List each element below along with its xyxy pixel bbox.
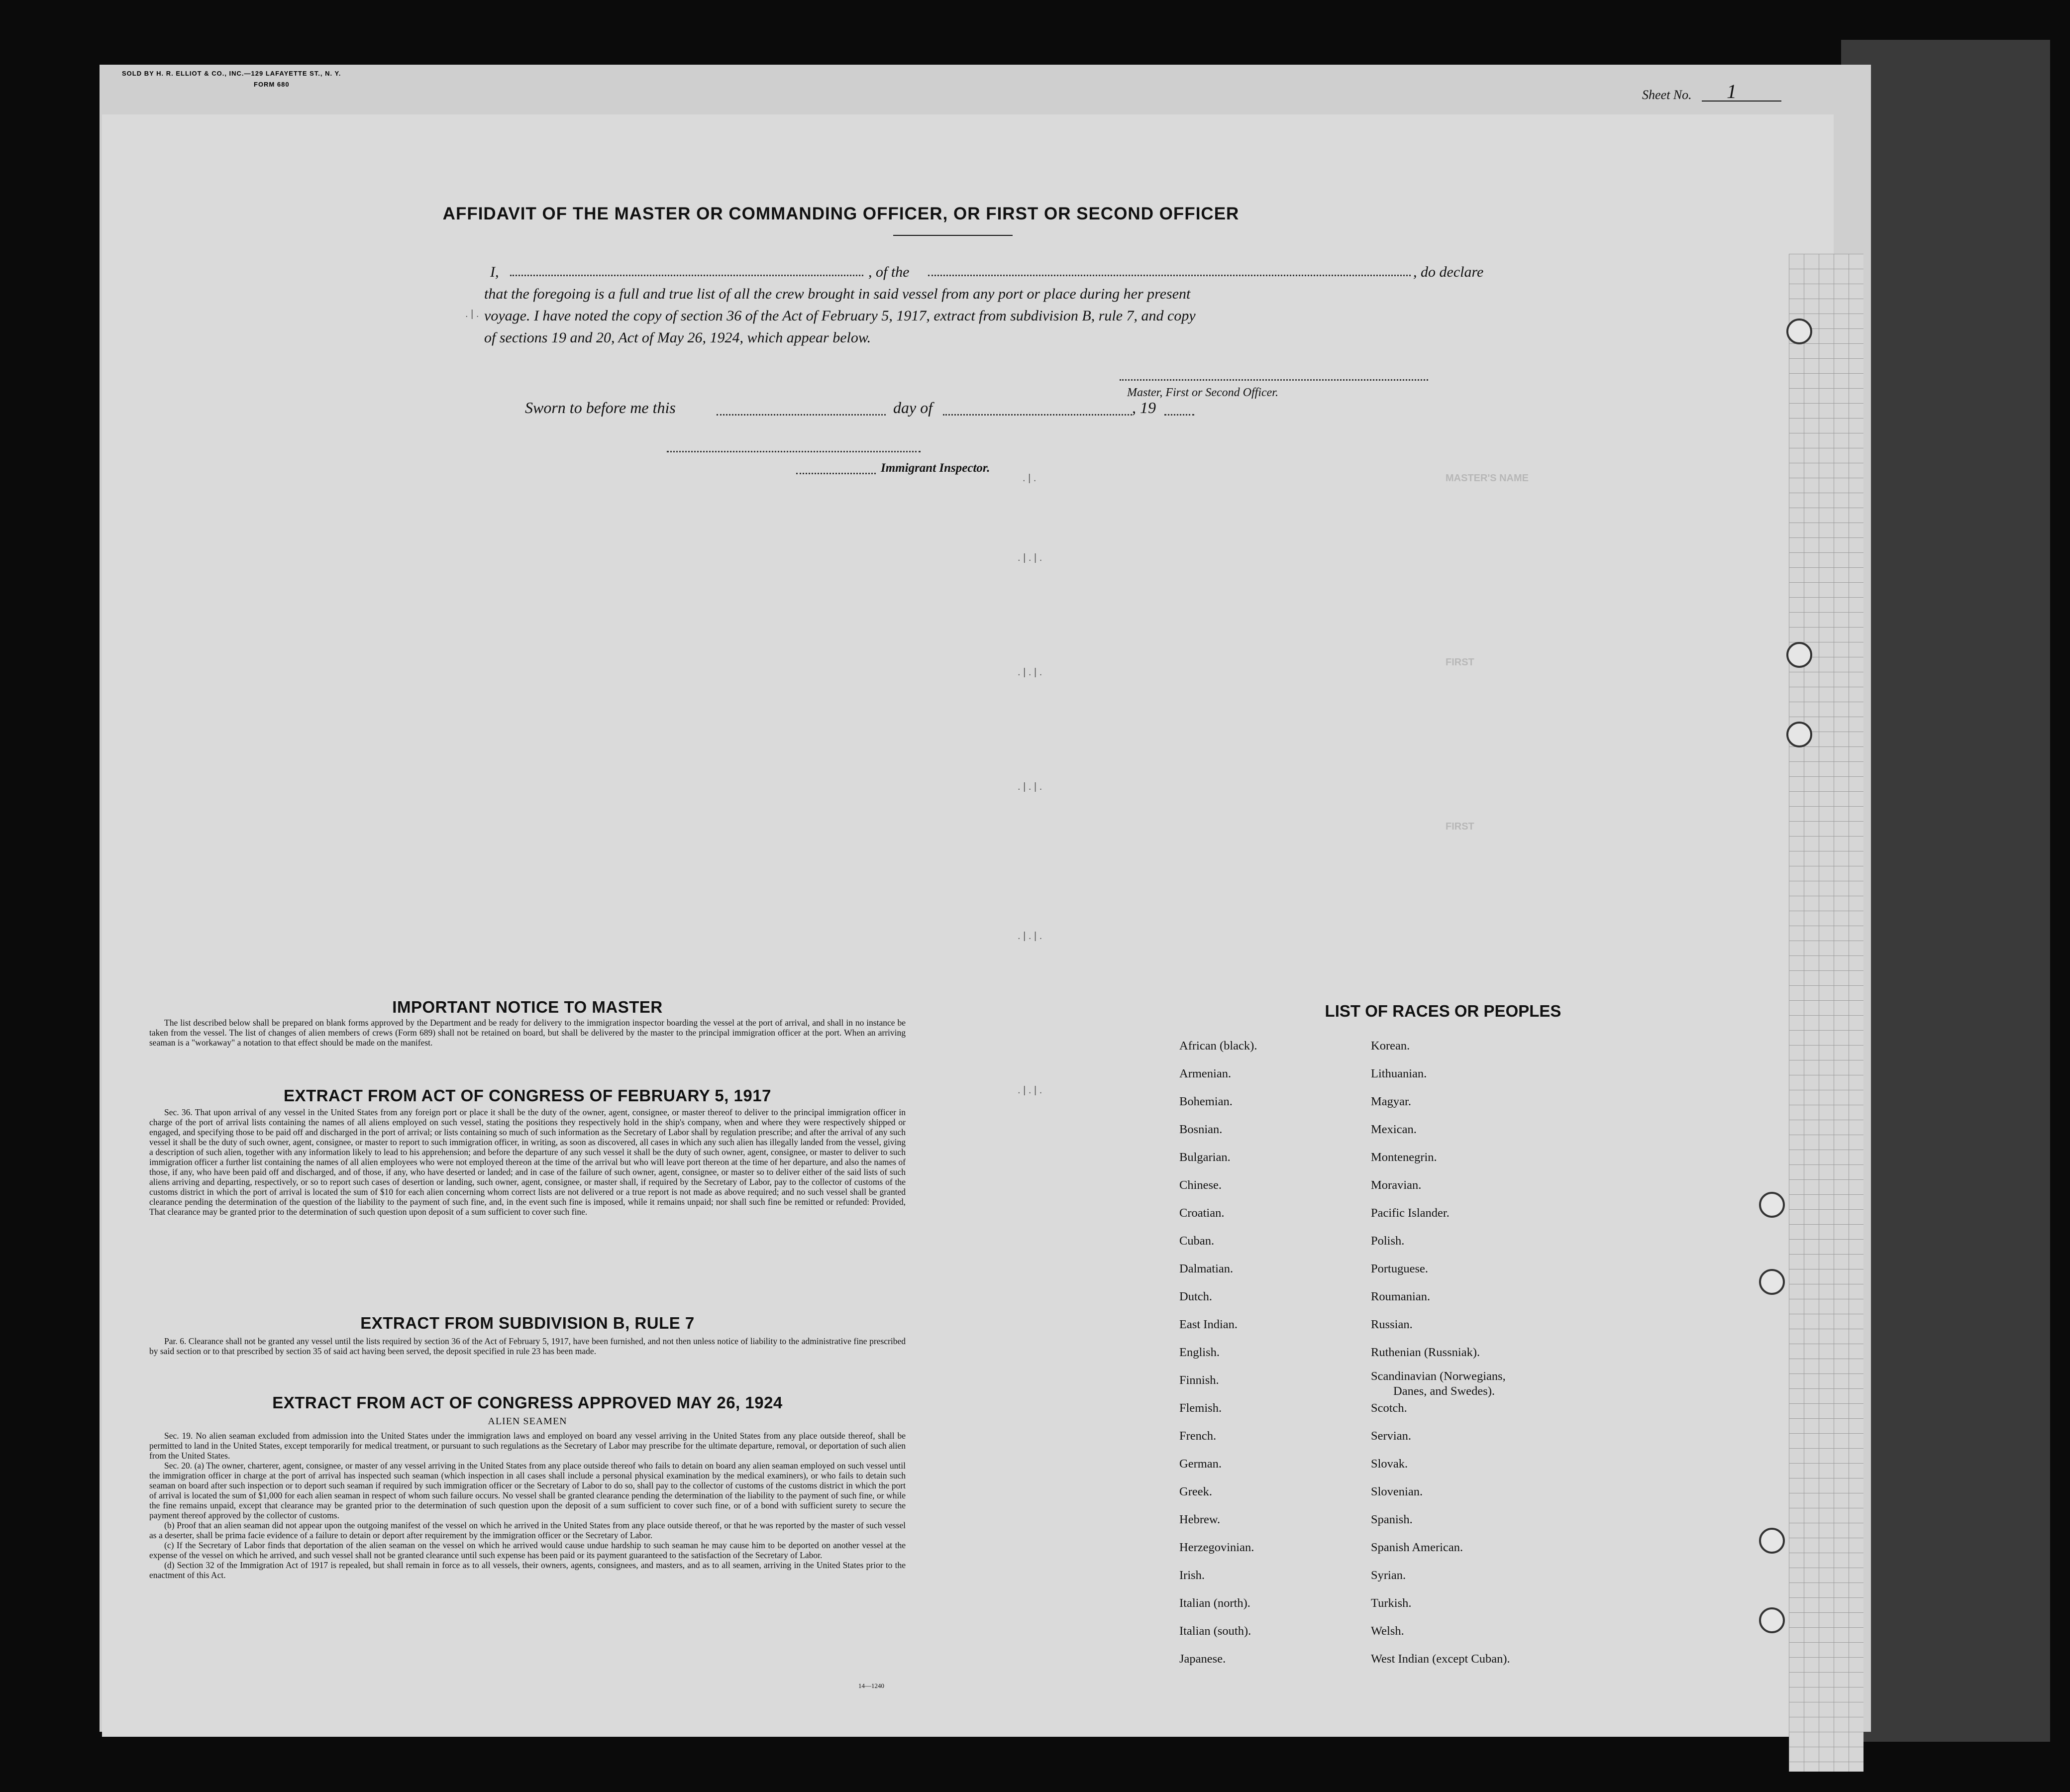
race-right-item: Slovak. bbox=[1371, 1457, 1408, 1471]
sec-20a-text: Sec. 20. (a) The owner, charterer, agent, consignee, or master of any vessel arriving in the United States from any place outside thereof who fails to detain on board any alien seaman employed on such vessel until the immigration officer in charge at the port of arrival has inspected such seaman (which inspection in all cases shall include a personal physical examination by the medical examiners), or who fails to detain such seaman on board after such inspection or to deport such seaman if required by such immigration officer or the Secretary of Labor to do so, shall pay to the collector of customs of the customs district in which the port of arrival is located the sum of $1,000 for each alien seaman in respect of whom such failure occurs. No vessel shall be granted clearance pending the determination of the liability to the payment of such fine, or while the fine remains unpaid, except that clearance may be granted prior to the determination of such question upon the deposit of a sum sufficient to cover such fine, or of a bond with sufficient surety to secure the payment thereof approved by the collector of customs. bbox=[149, 1461, 906, 1520]
extract-1924-body bbox=[149, 1431, 906, 1580]
stray-mark: . | . | . bbox=[1018, 552, 1042, 563]
inspector-caption: Immigrant Inspector. bbox=[881, 461, 990, 475]
extract-rule7-body bbox=[149, 1336, 906, 1356]
binder-hole bbox=[1759, 1192, 1785, 1218]
affidavit-line-4: of sections 19 and 20, Act of May 26, 1924, which appear below. bbox=[484, 329, 871, 346]
race-right-item: Slovenian. bbox=[1371, 1485, 1423, 1498]
race-right-item: Roumanian. bbox=[1371, 1290, 1431, 1303]
race-left-item: English. bbox=[1179, 1346, 1220, 1359]
race-right-item: Pacific Islander. bbox=[1371, 1206, 1449, 1220]
sworn-year-field[interactable] bbox=[1164, 414, 1194, 416]
race-left-item: East Indian. bbox=[1179, 1318, 1238, 1331]
notice-text: The list described below shall be prepared on blank forms approved by the Department and be ready for delivery to the immigration inspector boarding the vessel at the port of arrival, and shall in no instance be taken from the vessel. The list of changes of alien members of crews (Form 689) shall not be retained on board, but shall be delivered by the master to the principal immigration officer at the port. When an arriving seaman is a "workaway" a notation to that effect should be made on the manifest. bbox=[149, 1018, 906, 1048]
race-right-item: Russian. bbox=[1371, 1318, 1413, 1331]
race-left-item: Japanese. bbox=[1179, 1652, 1226, 1666]
race-left-item: Chinese. bbox=[1179, 1178, 1222, 1192]
bleed-through-text: FIRST bbox=[1446, 657, 1474, 668]
race-left-item: Greek. bbox=[1179, 1485, 1212, 1498]
race-right-item: Lithuanian. bbox=[1371, 1067, 1427, 1080]
binder-hole bbox=[1759, 1528, 1785, 1554]
sec-20b-text: (b) Proof that an alien seaman did not appear upon the outgoing manifest of the vessel on which he arrived in the United States from any place outside thereof, or that he was reported by the master of such vessel as a deserter, shall be prima facie evidence of a failure to detain or deport after requirement by the immigration officer or the Secretary of Labor. bbox=[149, 1520, 906, 1540]
race-left-item: Dutch. bbox=[1179, 1290, 1212, 1303]
sheet-number-line bbox=[1702, 101, 1781, 102]
year-label: , 19 bbox=[1132, 399, 1156, 417]
extract-1924-title: EXTRACT FROM ACT OF CONGRESS APPROVED MAY 26, 1924 bbox=[272, 1393, 783, 1412]
ledger-grid-edge bbox=[1789, 254, 1863, 1772]
vessel-name-field[interactable] bbox=[928, 275, 1411, 276]
par-6-text: Par. 6. Clearance shall not be granted any vessel until the lists required by section 36 of the Act of February 5, 1917, have been furnished, and not then unless notice of liability to the administrative fine prescribed by said section or to that prescribed by section 35 of said act having been served, the deposit specified in rule 23 has been made. bbox=[149, 1336, 906, 1356]
race-right-item: Turkish. bbox=[1371, 1596, 1412, 1610]
race-left-item: Cuban. bbox=[1179, 1234, 1215, 1248]
section-36-text: Sec. 36. That upon arrival of any vessel in the United States from any foreign port or place it shall be the duty of the owner, agent, consignee, or master thereof to deliver to the principal immigration officer in charge of the port of arrival lists containing the names of all aliens employed on such vessel, stating the positions they respectively hold in the ship's company, when and where they were respectively shipped or engaged, and specifying those to be paid off and discharged in the port of arrival; or lists containing so much of such information as the Secretary of Labor shall by regulation prescribe; and after the arrival of any such vessel it shall be the duty of such owner, agent, consignee, or master to report to such immigration officer, in writing, as soon as discovered, all cases in which any such alien has illegally landed from the vessel, giving a description of such alien, together with any information likely to lead to his apprehension; and before the departure of any such vessel it shall be the duty of such owner, agent, consignee, or master to deliver to such immigration officer a further list containing the names of all alien employees who were not employed thereon at the time of the arrival but who will leave port thereon at the time of her departure, and also the names of those, if any, who have been paid off and discharged, and of those, if any, who have deserted or landed; and in case of the failure of such owner, agent, consignee, or master so to deliver either of the said lists of such aliens arriving and departing, respectively, or so to report such cases of desertion or landing, such owner, agent, consignee, or master shall, if required by the Secretary of Labor, pay to the collector of customs of the customs district in which the port of arrival is located the sum of $10 for each alien concerning whom correct lists are not delivered or a true report is not made as above required; and no such vessel shall be granted clearance pending the determination of the question of the liability to the payment of such fine, and, in the event such fine is imposed, while it remains unpaid; nor shall such fine be remitted or refunded: Provided, That clearance may be granted prior to the determination of such question upon deposit of a sum sufficient to cover such fine. bbox=[149, 1107, 906, 1217]
inspector-dots bbox=[796, 473, 876, 474]
extract-rule7-title: EXTRACT FROM SUBDIVISION B, RULE 7 bbox=[360, 1314, 695, 1332]
affidavit-i: I, bbox=[490, 264, 499, 280]
race-left-item: Dalmatian. bbox=[1179, 1262, 1234, 1275]
form-code: 14—1240 bbox=[858, 1682, 884, 1689]
race-right-item: Polish. bbox=[1371, 1234, 1405, 1248]
race-left-item: Irish. bbox=[1179, 1569, 1205, 1582]
sworn-month-field[interactable] bbox=[943, 414, 1132, 416]
extract-1917-title: EXTRACT FROM ACT OF CONGRESS OF FEBRUARY 5, 1917 bbox=[284, 1086, 771, 1105]
affidavit-page bbox=[102, 114, 1834, 1737]
race-right-item: Spanish American. bbox=[1371, 1541, 1463, 1554]
stray-mark: . | . | . bbox=[1018, 1085, 1042, 1096]
race-left-item: Armenian. bbox=[1179, 1067, 1232, 1080]
affidavit-do-declare: , do declare bbox=[1413, 264, 1484, 280]
stray-mark: . | . | . bbox=[1018, 781, 1042, 792]
sheet-number-label: Sheet No. bbox=[1642, 88, 1692, 102]
day-of-label: day of bbox=[893, 399, 933, 417]
notice-body bbox=[149, 1018, 906, 1048]
race-right-item: Ruthenian (Russniak). bbox=[1371, 1346, 1480, 1359]
race-right-item: West Indian (except Cuban). bbox=[1371, 1652, 1510, 1666]
race-left-item: Herzegovinian. bbox=[1179, 1541, 1254, 1554]
race-right-item: Scotch. bbox=[1371, 1401, 1407, 1415]
bleed-through-text: FIRST bbox=[1446, 821, 1474, 832]
alien-seamen-subtitle: ALIEN SEAMEN bbox=[488, 1416, 567, 1427]
form-number: FORM 680 bbox=[254, 81, 290, 88]
race-left-item: Italian (north). bbox=[1179, 1596, 1250, 1610]
background-edge bbox=[1841, 40, 2050, 1742]
stray-mark: . | . bbox=[1023, 473, 1036, 484]
binder-hole bbox=[1759, 1269, 1785, 1295]
sec-20d-text: (d) Section 32 of the Immigration Act of 1917 is repealed, but shall remain in force as to all vessels, their owners, agents, consignees, and masters, and as to all seamen, arriving in the United States prior to the enactment of this Act. bbox=[149, 1560, 906, 1580]
race-left-item: Finnish. bbox=[1179, 1373, 1219, 1387]
race-left-item: Hebrew. bbox=[1179, 1513, 1221, 1526]
race-left-item: African (black). bbox=[1179, 1039, 1257, 1053]
race-left-item: Flemish. bbox=[1179, 1401, 1222, 1415]
master-name-field[interactable] bbox=[510, 275, 863, 276]
affidavit-line-3: voyage. I have noted the copy of section 36 of the Act of February 5, 1917, extract from subdivision B, rule 7, and copy bbox=[484, 308, 1196, 324]
race-left-item: Italian (south). bbox=[1179, 1624, 1251, 1638]
title-underline bbox=[893, 235, 1013, 236]
affidavit-title: AFFIDAVIT OF THE MASTER OR COMMANDING OFFICER, OR FIRST OR SECOND OFFICER bbox=[442, 204, 1240, 223]
race-right-item: Syrian. bbox=[1371, 1569, 1406, 1582]
sheet-number-value: 1 bbox=[1727, 80, 1737, 103]
race-left-item: French. bbox=[1179, 1429, 1217, 1443]
race-left-item: Bohemian. bbox=[1179, 1095, 1233, 1108]
inspector-signature-field[interactable] bbox=[667, 451, 921, 452]
races-title: LIST OF RACES OR PEOPLES bbox=[1325, 1002, 1561, 1020]
binder-hole bbox=[1786, 318, 1812, 344]
officer-signature-caption: Master, First or Second Officer. bbox=[1127, 386, 1278, 399]
race-left-item: Bosnian. bbox=[1179, 1123, 1223, 1136]
race-right-item: Spanish. bbox=[1371, 1513, 1413, 1526]
race-right-item-continued: Danes, and Swedes). bbox=[1393, 1384, 1495, 1398]
sworn-label: Sworn to before me this bbox=[525, 399, 676, 417]
race-right-item: Servian. bbox=[1371, 1429, 1411, 1443]
officer-signature-field[interactable] bbox=[1120, 379, 1428, 381]
race-right-item: Montenegrin. bbox=[1371, 1151, 1437, 1164]
stray-mark: . | . | . bbox=[1018, 667, 1042, 678]
printer-line: SOLD BY H. R. ELLIOT & CO., INC.—129 LAFAYETTE ST., N. Y. bbox=[122, 70, 341, 77]
binder-hole bbox=[1786, 642, 1812, 668]
sec-20c-text: (c) If the Secretary of Labor finds that deportation of the alien seaman on the vessel on which he arrived would cause undue hardship to such seaman he may cause him to be deported on another vessel at the expense of the vessel on which he arrived, and such vessel shall not be granted clearance until such expense has been paid or its payment guaranteed to the satisfaction of the Secretary of Labor. bbox=[149, 1540, 906, 1560]
stray-mark: . | . | . bbox=[1018, 931, 1042, 942]
race-right-item: Scandinavian (Norwegians, bbox=[1371, 1370, 1506, 1383]
notice-title: IMPORTANT NOTICE TO MASTER bbox=[392, 998, 663, 1016]
race-left-item: Bulgarian. bbox=[1179, 1151, 1231, 1164]
race-right-item: Portuguese. bbox=[1371, 1262, 1428, 1275]
affidavit-of-the: , of the bbox=[868, 264, 910, 280]
stray-mark: . | . bbox=[465, 309, 479, 319]
race-right-item: Korean. bbox=[1371, 1039, 1410, 1053]
race-right-item: Welsh. bbox=[1371, 1624, 1404, 1638]
race-right-item: Mexican. bbox=[1371, 1123, 1417, 1136]
race-left-item: German. bbox=[1179, 1457, 1222, 1471]
race-right-item: Magyar. bbox=[1371, 1095, 1411, 1108]
race-right-item: Moravian. bbox=[1371, 1178, 1422, 1192]
binder-hole bbox=[1759, 1607, 1785, 1633]
binder-hole bbox=[1786, 722, 1812, 747]
affidavit-line-2: that the foregoing is a full and true list of all the crew brought in said vessel from any port or place during her present bbox=[484, 286, 1191, 302]
sworn-day-field[interactable] bbox=[717, 414, 886, 416]
extract-1917-body bbox=[149, 1107, 906, 1217]
bleed-through-text: MASTER'S NAME bbox=[1446, 473, 1529, 484]
sec-19-text: Sec. 19. No alien seaman excluded from admission into the United States under the immigration laws and employed on board any vessel arriving in the United States from any place outside thereof, shall be permitted to land in the United States, except temporarily for medical treatment, or pursuant to such regulations as the Secretary of Labor may prescribe for the ultimate departure, removal, or deportation of such alien from the United States. bbox=[149, 1431, 906, 1461]
race-left-item: Croatian. bbox=[1179, 1206, 1225, 1220]
